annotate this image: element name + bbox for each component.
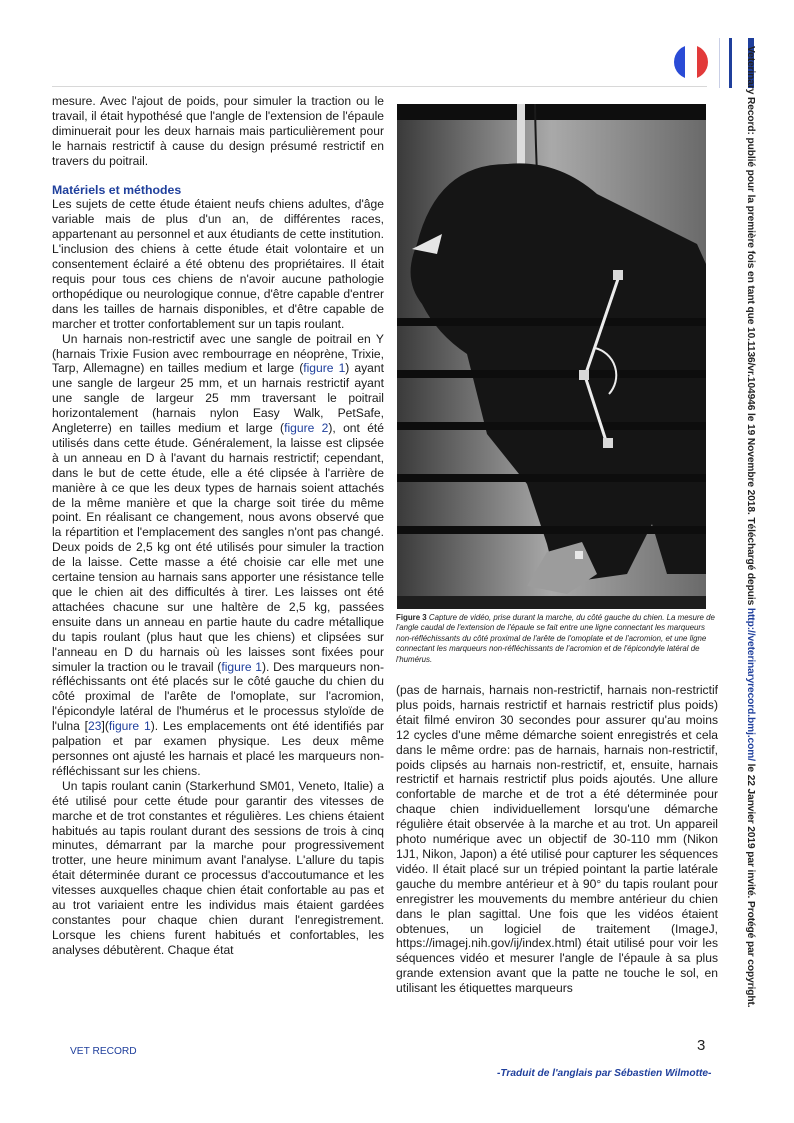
frame-bar-top bbox=[397, 104, 706, 120]
flag-red-band bbox=[697, 45, 708, 79]
harness-text-d: ). Des marqueurs non-réfléchissants ont été placés sur le côté gauche du chien du côté proximal de l'arête de l'omoplate, sur l'acromion, l'épicondyle latéral de l'humérus et le processus styloïde de l'ulna [ bbox=[52, 659, 384, 734]
figure-1-link[interactable]: figure 1 bbox=[108, 719, 151, 734]
treadmill-belt bbox=[397, 596, 706, 609]
footer-translator: -Traduit de l'anglais par Sébastien Wilmotte- bbox=[497, 1068, 712, 1079]
section-title-methods: Matériels et méthodes bbox=[52, 182, 182, 197]
frame-bar-1 bbox=[397, 318, 706, 326]
frame-bar-3 bbox=[397, 422, 706, 430]
flag-blue-band bbox=[674, 45, 685, 79]
reference-23-link[interactable]: 23 bbox=[88, 719, 102, 734]
paragraph-harness bbox=[52, 332, 384, 779]
harness-text-f: ). Les emplacements ont été identifiés par palpation et par examen physique. Les deux même personnes ont ajusté les harnais et placé les marqueurs non-réfléchissant sur les chiens. bbox=[52, 719, 384, 778]
figure-3-caption bbox=[396, 613, 718, 665]
vertical-copyright-notice bbox=[740, 46, 756, 1076]
harness-text-b: ) ayant une sangle de largeur 25 mm, et un harnais restrictif ayant une sangle de largeur 25 mm traversant le poitrail horizontalement (harnais nylon Easy Walk, PetSafe, Angleterre) en tailles medium et large ( bbox=[52, 361, 384, 436]
vertical-text-post: le 22 Janvier 2019 par invité. Protégé par copyright. bbox=[745, 760, 756, 1008]
left-column bbox=[52, 94, 384, 958]
vertical-link[interactable]: http://veterinaryrecord.bmj.com/ bbox=[745, 607, 756, 761]
marker-acromion bbox=[579, 370, 589, 380]
marker-epicondyle bbox=[603, 438, 613, 448]
figure-2-link[interactable]: figure 2 bbox=[284, 421, 329, 436]
frame-bar-2 bbox=[397, 370, 706, 378]
marker-ulna bbox=[575, 551, 583, 559]
harness-text-e: ]( bbox=[101, 719, 109, 734]
paragraph-treadmill: Un tapis roulant canin (Starkerhund SM01, Veneto, Italie) a été utilisé pour cette étude pour garantir des vitesses de marche et de trot constantes et régulières. Les chiens étaient habitués au tapis roulant durant des sessions de trois à cinq minutes, démarrant par la marche pour progressivement trotter, une heure minimum avant l'analyse. L'allure du tapis était déterminée durant ce processus d'accoutumance et les vitesses auxquelles chaque chien était confortable au pas et au trot variaient entre les individus mais étaient gardées constantes pour chaque chien durant l'enregistrement. Lorsque les chiens furent habitués et confortables, les analyses débutèrent. Chaque état bbox=[52, 778, 384, 957]
dog-treadmill-illustration bbox=[397, 104, 706, 609]
figure-caption-text: Capture de vidéo, prise durant la marche, du côté gauche du chien. La mesure de l'angle caudal de l'extension de l'épaule se fait entre une ligne connectant les marqueurs non-réfléchissants du côté proximal de l'arête de l'omoplate et de l'acromion, et une ligne connectant les marqueurs non-réfléchissants de l'acromion et de l'épicondyle latéral de l'humérus. bbox=[396, 613, 715, 664]
harness-text-a: Un harnais non-restrictif avec une sangle de poitrail en Y (harnais Trixie Fusion avec rembourrage en néoprène, Trixie, Tarp, Allemagne) en tailles medium et large ( bbox=[52, 331, 384, 376]
header-rule bbox=[52, 86, 707, 87]
figure-3-photo bbox=[397, 104, 706, 609]
figure-1-link[interactable]: figure 1 bbox=[303, 361, 346, 376]
marker-scapula bbox=[613, 270, 623, 280]
paragraph-recording: (pas de harnais, harnais non-restrictif, harnais non-restrictif plus poids, harnais restrictif et harnais restrictif plus poids) était filmé environ 30 secondes pour assurer qu'au moins 12 cycles d'une même démarche soient enregistrés et cela dans le même ordre: pas de harnais, harnais non-restrictif, poids clipsés au harnais non-restrictif, et, ensuite, harnais restrictif et harnais restrictif plus poids ajoutés. Une allure confortable de marche et de trot a été déterminée pour chaque chien individuellement lorsqu'une démarche régulière était observée à la marche et au trot. Un appareil photo numérique avec un objectif de 30-110 mm (Nikon 1J1, Nikon, Japon) a été utilisé pour capturer les séquences vidéo. Il était placé sur un trépied pointant la partie latérale gauche du membre antérieur et à 90° du tapis roulant pour enregistrer les mouvements du membre antérieur du chien dans le plan sagittal. Une fois que les vidéos étaient obtenues, un logiciel de traitement (ImageJ, https://imagej.nih.gov/ij/index.html) était utilisé pour voir les séquences vidéo et mesurer l'angle de l'épaule à sa plus grande extension avant que la patte ne touche le sol, en utilisant les étiquettes marqueurs bbox=[396, 683, 718, 996]
paragraph-subjects: Les sujets de cette étude étaient neufs chiens adultes, d'âge variable mais de plus d'un an, de différentes races, appartenant au personnel et aux étudiants de cette institution. L'inclusion des chiens à cette étude était volontaire et un consentement éclairé a été obtenu des propriétaires. Il était requis pour tous ces chiens de n'avoir aucune pathologie orthopédique ou neurologique connue, d'être capable d'entrer dans les tailles de harnais disponibles, et d'être capable de marcher et trotter confortablement sur un tapis roulant. bbox=[52, 197, 384, 331]
right-column bbox=[396, 683, 718, 996]
french-flag-icon bbox=[674, 45, 708, 79]
harness-text-c: ), ont été utilisés dans cette étude. Généralement, la laisse est clipsée à un anneau en D à l'avant du harnais restrictif; cependant, dans le but de cette étude, elle a été clipsée à l'arrière de manière à ce que les deux types de harnais soient attachés de la même manière et que la charge soit tirée du même point. En réalisant ce changement, nous avons observé que la répartition et l'emplacement des sangles n'ont pas changé. Deux poids de 2,5 kg ont été utilisés pour simuler la traction de la laisse. Cette masse a été choisie car elle met une certaine tension au harnais sans apporter une résistance telle que le chien ait des difficultés à tirer. Les laisses ont été attachées chacune sur une haltère de 2,5 kg, passées ensuite dans un anneau en partie haute du cadre métallique du tapis roulant (plus haut que les chiens) et clipsées sur l'anneau en D du harnais où les laisses sont fixées pour simuler la traction ou le travail ( bbox=[52, 421, 385, 674]
frame-bar-4 bbox=[397, 474, 706, 482]
paragraph-intro-end: mesure. Avec l'ajout de poids, pour simuler la traction ou le travail, il était hypothésé que l'angle de l'extension de l'épaule diminuerait pour les deux harnais mais particulièrement pour le harnais restrictif à cause du design présumé restrictif en travers du poitrail. bbox=[52, 94, 384, 168]
journal-bar-thin bbox=[729, 38, 732, 88]
frame-bar-5 bbox=[397, 526, 706, 534]
figure-1-link[interactable]: figure 1 bbox=[221, 659, 263, 674]
page-number: 3 bbox=[697, 1037, 706, 1054]
flag-white-band bbox=[685, 45, 696, 79]
figure-label: Figure 3 bbox=[396, 613, 427, 622]
vertical-text-pre: Veterinary Record: publié pour la première fois en tant que 10.1136/vr.104946 le 19 Novembre 2018. Téléchargé depuis bbox=[745, 46, 756, 608]
footer-journal-name: VET RECORD bbox=[70, 1046, 137, 1057]
